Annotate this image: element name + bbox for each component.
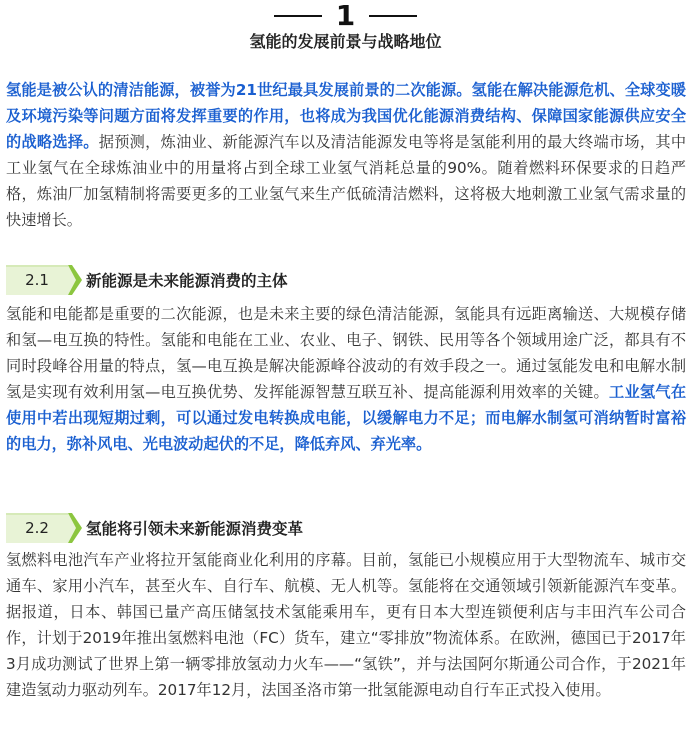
paragraph-consumption-revolution <box>6 547 686 703</box>
subsection-number: 2.2 <box>25 519 49 537</box>
section-number-heading <box>0 0 691 32</box>
subsection-title: 新能源是未来能源消费的主体 <box>86 272 288 290</box>
right-rule <box>369 15 417 17</box>
left-rule <box>274 15 322 17</box>
subsection-number: 2.1 <box>25 271 49 289</box>
subsection-badge <box>6 513 86 543</box>
paragraph-highlight: 氢能是被公认的清洁能源，被誉为21世纪最具发展前景的二次能源。氢能在解决能源危机、全球变暖及环境污染等问题方面将发挥重要的作用，也将成为我国优化能源消费结构、保障国家能源供应安全的战略选择。 <box>6 81 686 151</box>
paragraph-hydrogen-prospects <box>6 77 686 233</box>
paragraph-text: 氢燃料电池汽车产业将拉开氢能商业化利用的序幕。目前，氢能已小规模应用于大型物流车、城市交通车、家用小汽车，甚至火车、自行车、航模、无人机等。氢能将在交通领域引领新能源汽车变革。据报道，日本、韩国已量产高压储氢技术氢能乘用车，更有日本大型连锁便利店与丰田汽车公司合作，计划于2019年推出氢燃料电池（FC）货车，建立“零排放”物流体系。在欧洲，德国已于2017年3月成功测试了世界上第一辆零排放氢动力火车——“氢铁”，并与法国阿尔斯通公司合作，于2021年建造氢动力驱动列车。2017年12月，法国圣洛市第一批氢能源电动自行车正式投入使用。 <box>6 551 686 699</box>
section-title: 氢能的发展前景与战略地位 <box>249 32 442 51</box>
paragraph-new-energy <box>6 301 686 457</box>
paragraph-text: 据预测，炼油业、新能源汽车以及清洁能源发电等将是氢能利用的最大终端市场，其中工业氢气在全球炼油业中的用量将占到全球工业氢气消耗总量的90%。随着燃料环保要求的日趋严格，炼油厂加氢精制将需要更多的工业氢气来生产低硫清洁燃料，这将极大地刺激工业氢气需求量的快速增长。 <box>6 133 687 229</box>
subsection-header-2-1 <box>0 261 691 299</box>
subsection-title: 氢能将引领未来新能源消费变革 <box>86 520 304 538</box>
subsection-badge <box>6 265 86 295</box>
section-number: 1 <box>335 0 356 32</box>
paragraph-highlight: 工业氢气在使用中若出现短期过剩，可以通过发电转换成电能，以缓解电力不足；而电解水制氢可消纳暂时富裕的电力，弥补风电、光电波动起伏的不足，降低弃风、弃光率。 <box>6 383 687 453</box>
paragraph-text: 氢能和电能都是重要的二次能源，也是未来主要的绿色清洁能源，氢能具有远距离输送、大规模存储和氢—电互换的特性。氢能和电能在工业、农业、电子、钢铁、民用等各个领域用途广泛，都具有不同时段峰谷用量的特点，氢—电互换是解决能源峰谷波动的有效手段之一。通过氢能发电和电解水制氢是实现有效利用氢—电互换优势、发挥能源智慧互联互补、提高能源利用效率的关键。 <box>6 305 686 401</box>
subsection-header-2-2 <box>0 509 691 547</box>
